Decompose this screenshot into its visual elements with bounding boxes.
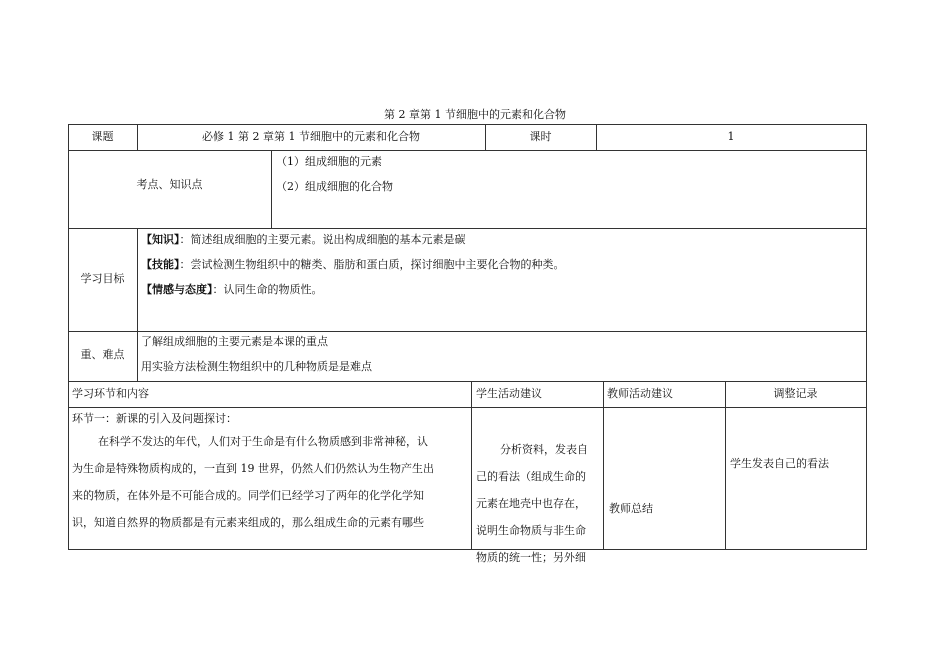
adjust-record: 学生发表自己的看法 xyxy=(730,457,829,470)
header-content: 学习环节和内容 xyxy=(72,387,149,400)
page-title: 第 2 章第 1 节细胞中的元素和化合物 xyxy=(384,108,566,121)
goal-tag: 【知识】 xyxy=(141,233,180,246)
goal-text: ：尝试检测生物组织中的糖类、脂肪和蛋白质，探讨细胞中主要化合物的种类。 xyxy=(179,258,565,271)
section-heading: 环节一：新课的引入及问题探讨： xyxy=(72,412,237,425)
student-activity xyxy=(476,436,602,571)
student-line: 物质的统一性；另外细 xyxy=(476,551,586,564)
key-point-line: 用实验方法检测生物组织中的几种物质是是难点 xyxy=(141,360,372,373)
topic-value: 必修 1 第 2 章第 1 节细胞中的元素和化合物 xyxy=(202,130,420,143)
student-line: 分析资料，发表自 xyxy=(500,443,588,456)
hours-value: 1 xyxy=(727,130,735,143)
header-adjust: 调整记录 xyxy=(773,387,818,400)
key-points-label: 重、难点 xyxy=(80,348,125,361)
teacher-activity: 教师总结 xyxy=(609,502,653,515)
paragraph-line: 识，知道自然界的物质都是有元素来组成的，那么组成生命的元素有哪些 xyxy=(72,516,424,529)
topic-label: 课题 xyxy=(91,130,114,143)
student-line: 己的看法（组成生命的 xyxy=(476,470,586,483)
paragraph-line: 来的物质，在体外是不可能合成的。同学们已经学习了两年的化学化学知 xyxy=(72,489,424,502)
intro-paragraph xyxy=(72,428,468,536)
knowledge-point-item: （1）组成细胞的元素 xyxy=(276,155,382,168)
knowledge-point-item: （2）组成细胞的化合物 xyxy=(276,180,393,193)
goal-text: ：简述组成细胞的主要元素。说出构成细胞的基本元素是碳 xyxy=(179,233,466,246)
goal-tag: 【技能】 xyxy=(141,258,180,271)
header-student: 学生活动建议 xyxy=(476,387,542,400)
key-point-line: 了解组成细胞的主要元素是本课的重点 xyxy=(141,335,328,348)
paragraph-line: 在科学不发达的年代，人们对于生命是有什么物质感到非常神秘，认 xyxy=(98,435,428,448)
goal-skill xyxy=(141,258,565,272)
goal-attitude xyxy=(141,283,323,297)
goal-knowledge xyxy=(141,233,466,247)
paragraph-line: 为生命是特殊物质构成的，一直到 19 世界，仍然人们仍然认为生物产生出 xyxy=(72,462,434,475)
goal-tag: 【情感与态度】 xyxy=(141,283,213,296)
hours-label: 课时 xyxy=(529,130,552,143)
student-line: 说明生命物质与非生命 xyxy=(476,524,586,537)
knowledge-points-label: 考点、知识点 xyxy=(136,178,203,191)
header-teacher: 教师活动建议 xyxy=(607,387,673,400)
goal-text: ：认同生命的物质性。 xyxy=(212,283,323,296)
goals-label: 学习目标 xyxy=(80,272,125,285)
student-line: 元素在地壳中也存在， xyxy=(476,497,586,510)
